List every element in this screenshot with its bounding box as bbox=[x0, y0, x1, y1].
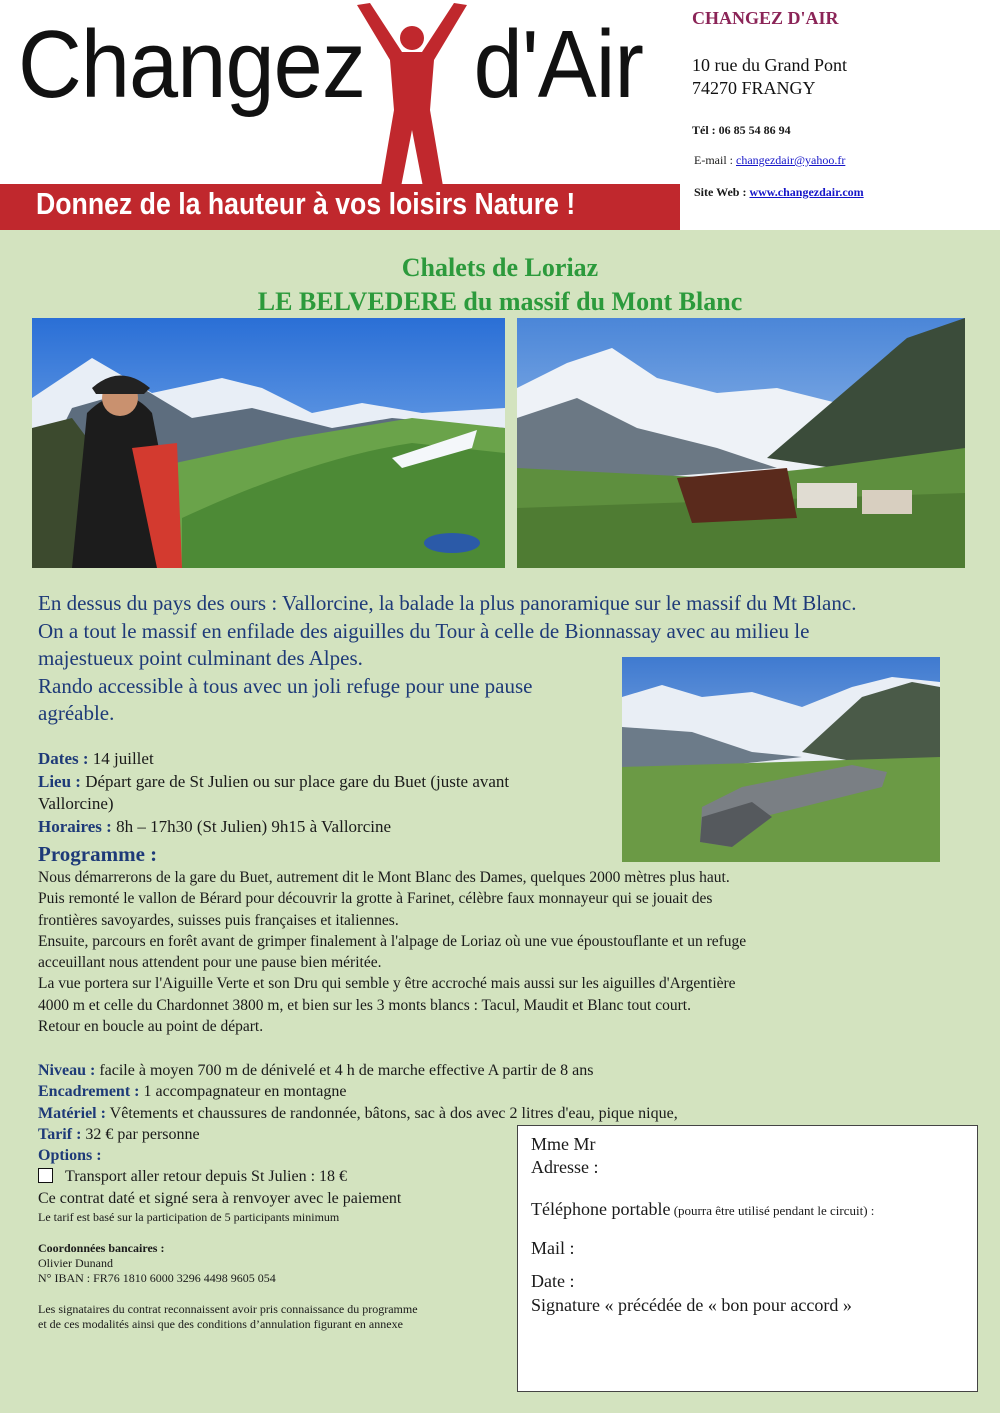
programme-line: Ensuite, parcours en forêt avant de grimper finalement à l'alpage de Loriaz où une vue époustouflante et un refuge bbox=[38, 932, 747, 950]
intro-line: En dessus du pays des ours : Vallorcine, la balade la plus panoramique sur le massif du Mt Blanc. bbox=[38, 591, 857, 615]
tarif-note: Le tarif est basé sur la participation de 5 participants minimum bbox=[38, 1210, 340, 1224]
civilite-field[interactable]: Mme Mr bbox=[531, 1134, 596, 1154]
logo bbox=[18, 10, 643, 120]
options-label: Options : bbox=[38, 1147, 102, 1165]
horaires-label: Horaires : bbox=[38, 816, 112, 836]
niveau-label: Niveau : bbox=[38, 1062, 96, 1079]
page-title: Chalets de Loriaz bbox=[401, 253, 599, 282]
intro-text bbox=[38, 590, 978, 728]
telephone-field[interactable] bbox=[531, 1199, 874, 1220]
encadrement-label: Encadrement : bbox=[38, 1083, 140, 1101]
dates-label: Dates : bbox=[38, 749, 89, 768]
logo-left-text: Changez bbox=[18, 11, 366, 118]
intro-line: majestueux point culminant des Alpes. bbox=[38, 646, 363, 670]
intro-line: agréable. bbox=[38, 701, 115, 725]
horaires-row bbox=[38, 816, 618, 839]
horaires-value: 8h – 17h30 (St Julien) 9h15 à Vallorcine bbox=[111, 816, 392, 836]
trip-info bbox=[38, 748, 618, 838]
lieu-row bbox=[38, 771, 618, 794]
contrat-note: Ce contrat daté et signé sera à renvoyer avec le paiement bbox=[38, 1189, 402, 1207]
programme-line: Nous démarrerons de la gare du Buet, autrement dit le Mont Blanc des Dames, quelques 2000 mètres plus haut. bbox=[38, 869, 730, 886]
programme-line: La vue portera sur l'Aiguille Verte et son Dru qui semble y être accroché mais aussi sur les aiguilles d'Argentière bbox=[38, 975, 736, 993]
email-label: E-mail : bbox=[694, 153, 736, 167]
hiker-figure-icon bbox=[352, 0, 472, 195]
lieu-row-cont: Vallorcine) bbox=[38, 794, 114, 813]
website-link[interactable]: www.changezdair.com bbox=[749, 185, 864, 199]
programme-line: acceuillant nous attendent pour une pause bien méritée. bbox=[38, 954, 382, 972]
tarif-value: 32 € par personne bbox=[81, 1125, 200, 1143]
lieu-label: Lieu : bbox=[38, 771, 81, 791]
tagline: Donnez de la hauteur à vos loisirs Nature ! bbox=[36, 186, 576, 221]
telephone-label: Téléphone portable bbox=[531, 1199, 671, 1219]
mail-field[interactable]: Mail : bbox=[531, 1238, 575, 1258]
cows-mountain-photo bbox=[517, 318, 965, 568]
intro-line: Rando accessible à tous avec un joli refuge pour une pause bbox=[38, 673, 533, 698]
address-city: 74270 FRANGY bbox=[692, 78, 816, 98]
transport-option-label: Transport aller retour depuis St Julien : 18 € bbox=[65, 1168, 348, 1186]
telephone-note: (pourra être utilisé pendant le circuit) : bbox=[670, 1203, 875, 1218]
materiel-row bbox=[38, 1103, 938, 1124]
signataires-line: Les signataires du contrat reconnaissent avoir pris connaissance du programme bbox=[38, 1302, 418, 1316]
website-line bbox=[694, 185, 864, 200]
materiel-label: Matériel : bbox=[38, 1104, 106, 1122]
company-name: CHANGEZ D'AIR bbox=[692, 8, 839, 28]
bank-iban: N° IBAN : FR76 1810 6000 3296 4498 9605 054 bbox=[38, 1271, 276, 1285]
transport-checkbox[interactable] bbox=[38, 1168, 53, 1183]
bank-name: Olivier Dunand bbox=[38, 1256, 113, 1270]
address-street: 10 rue du Grand Pont bbox=[692, 55, 847, 75]
programme-line: Puis remonté le vallon de Bérard pour découvrir la grotte à Farinet, célèbre faux monnayeur qui se jouait des bbox=[38, 890, 713, 908]
email-link[interactable]: changezdair@yahoo.fr bbox=[736, 153, 846, 167]
date-field[interactable]: Date : bbox=[531, 1271, 575, 1291]
encadrement-value: 1 accompagnateur en montagne bbox=[139, 1083, 347, 1101]
logo-right-text: d'Air bbox=[473, 11, 643, 118]
programme-title: Programme : bbox=[38, 842, 158, 866]
dates-row bbox=[38, 748, 618, 771]
intro-line: On a tout le massif en enfilade des aiguilles du Tour à celle de Bionnassay avec au milieu le bbox=[38, 618, 810, 643]
tarif-label: Tarif : bbox=[38, 1125, 82, 1143]
website-label: Site Web : bbox=[694, 185, 750, 199]
signataires-line: et de ces modalités ainsi que des conditions d’annulation figurant en annexe bbox=[38, 1317, 403, 1331]
programme-line: 4000 m et celle du Chardonnet 3800 m, et bien sur les 3 monts blancs : Tacul, Maudit et Blanc tout court. bbox=[38, 996, 691, 1014]
email-line bbox=[694, 153, 845, 168]
encadrement-row bbox=[38, 1081, 938, 1102]
programme-line: Retour en boucle au point de départ. bbox=[38, 1018, 264, 1036]
bank-title: Coordonnées bancaires : bbox=[38, 1241, 165, 1255]
niveau-row bbox=[38, 1060, 938, 1081]
lieu-value: Départ gare de St Julien ou sur place gare du Buet (juste avant bbox=[80, 771, 510, 791]
dates-value: 14 juillet bbox=[88, 749, 154, 768]
niveau-value: facile à moyen 700 m de dénivelé et 4 h de marche effective A partir de 8 ans bbox=[95, 1062, 594, 1079]
page-subtitle: LE BELVEDERE du massif du Mont Blanc bbox=[257, 287, 743, 316]
signature-field[interactable]: Signature « précédée de « bon pour accord » bbox=[531, 1295, 852, 1315]
materiel-value: Vêtements et chaussures de randonnée, bâtons, sac à dos avec 2 litres d'eau, pique nique, bbox=[105, 1104, 678, 1122]
adresse-field[interactable]: Adresse : bbox=[531, 1157, 599, 1177]
programme-body bbox=[38, 867, 918, 1037]
phone: Tél : 06 85 54 86 94 bbox=[692, 123, 791, 137]
registration-form bbox=[517, 1125, 978, 1392]
programme-line: frontières savoyardes, suisses puis françaises et italiennes. bbox=[38, 911, 399, 929]
hiker-mountain-photo bbox=[32, 318, 505, 568]
